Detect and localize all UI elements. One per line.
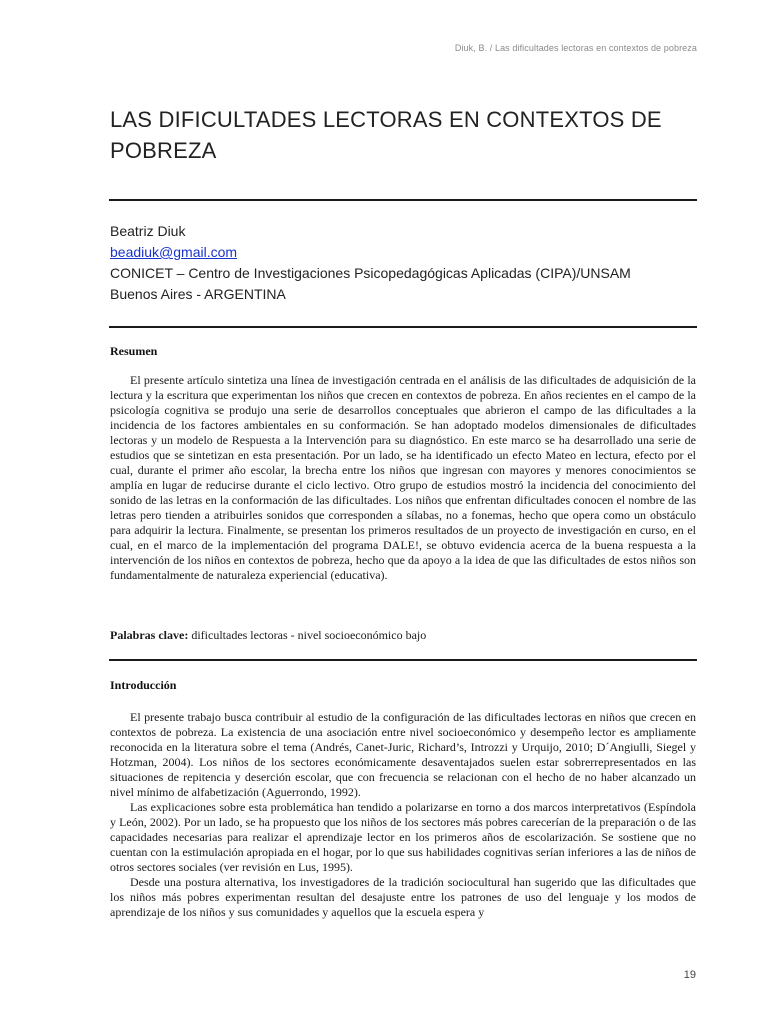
author-name: Beatriz Diuk (110, 223, 186, 239)
page-number: 19 (683, 969, 696, 981)
author-email-link[interactable]: beadiuk@gmail.com (110, 244, 238, 260)
introduction-heading: Introducción (110, 678, 177, 692)
introduction-paragraph: Las explicaciones sobre esta problemática han tendido a polarizarse en torno a dos marcos interpretativos (Espíndola y León, 2002). Por un lado, se ha propuesto que los niños de los sectores más pobres carecerían de la preparación o de las capacidades necesarias para realizar el aprendizaje lector en los primeros años de escolarización. Se sostiene que no cuentan con la estimulación apropiada en el hogar, por lo que sus habilidades cognitivas serían inferiores a las de niños de otros sectores sociales (ver revisión en Lus, 1995). (110, 800, 696, 874)
author-block (110, 221, 631, 305)
divider-rule (109, 326, 697, 328)
introduction-body (110, 710, 696, 920)
keywords (110, 628, 426, 643)
author-location: Buenos Aires - ARGENTINA (110, 286, 286, 302)
article-title: LAS DIFICULTADES LECTORAS EN CONTEXTOS DE POBREZA (110, 107, 662, 163)
author-affiliation: CONICET – Centro de Investigaciones Psicopedagógicas Aplicadas (CIPA)/UNSAM (110, 265, 631, 281)
running-header: Diuk, B. / Las dificultades lectoras en contextos de pobreza (454, 43, 697, 53)
abstract-heading: Resumen (110, 344, 158, 358)
keywords-value: dificultades lectoras - nivel socioeconómico bajo (191, 628, 427, 642)
introduction-paragraph: El presente trabajo busca contribuir al estudio de la configuración de las dificultades lectoras en niños que crecen en contextos de pobreza. La existencia de una asociación entre nivel socioeconómico y desempeño lector es ampliamente reconocida en la literatura sobre el tema (Andrés, Canet-Juric, Richard’s, Introzzi y Urquijo, 2010; D´Angiulli, Siegel y Hotzman, 2004). Los niños de los sectores económicamente desaventajados suelen estar sobrerrepresentados en las situaciones de repitencia y deserción escolar, que con frecuencia se relacionan con el hecho de no haber alcanzado un nivel mínimo de alfabetización (Aguerrondo, 1992). (110, 710, 696, 799)
introduction-paragraph: Desde una postura alternativa, los investigadores de la tradición sociocultural han sugerido que las dificultades que los niños más pobres experimentan resultan del desajuste entre los patrones de uso del lenguaje y los modos de aprendizaje de los niños y sus comunidades y aquellos que la escuela espera y (110, 875, 696, 919)
divider-rule (109, 659, 697, 661)
divider-rule (109, 199, 697, 201)
abstract-body (110, 373, 696, 583)
abstract-paragraph: El presente artículo sintetiza una línea de investigación centrada en el análisis de las dificultades de adquisición de la lectura y la escritura que experimentan los niños que crecen en contextos de pobreza. En años recientes en el campo de la psicología cognitiva se produjo una serie de desarrollos conceptuales que abrieron el campo de las dificultades a la incidencia de los factores ambientales en su conformación. Se han adoptado modelos dimensionales de dificultades lectoras y un modelo de Respuesta a la Intervención para su diagnóstico. En este marco se ha desarrollado una serie de estudios que se sintetizan en esta presentación. Por un lado, se ha identificado un efecto Mateo en lectura, efecto por el cual, durante el primer año escolar, la brecha entre los niños que ingresan con mayores y menores conocimientos se amplía en lugar de reducirse durante el ciclo lectivo. Otro grupo de estudios mostró la incidencia del conocimiento del sonido de las letras en la conformación de las dificultades. Los niños que enfrentan dificultades conocen el nombre de las letras pero tienden a atribuirles sonidos que corresponden a sílabas, no a fonemas, hecho que opera como un obstáculo para adquirir la lectura. Finalmente, se presentan los primeros resultados de un proyecto de investigación en curso, en el cual, en el marco de la implementación del programa DALE!, se obtuvo evidencia acerca de la buena respuesta a la intervención de los niños en contextos de pobreza, hecho que da apoyo a la idea de que las dificultades de estos niños son fundamentalmente de naturaleza experiencial (educativa). (110, 373, 696, 582)
keywords-label: Palabras clave: (110, 628, 189, 642)
